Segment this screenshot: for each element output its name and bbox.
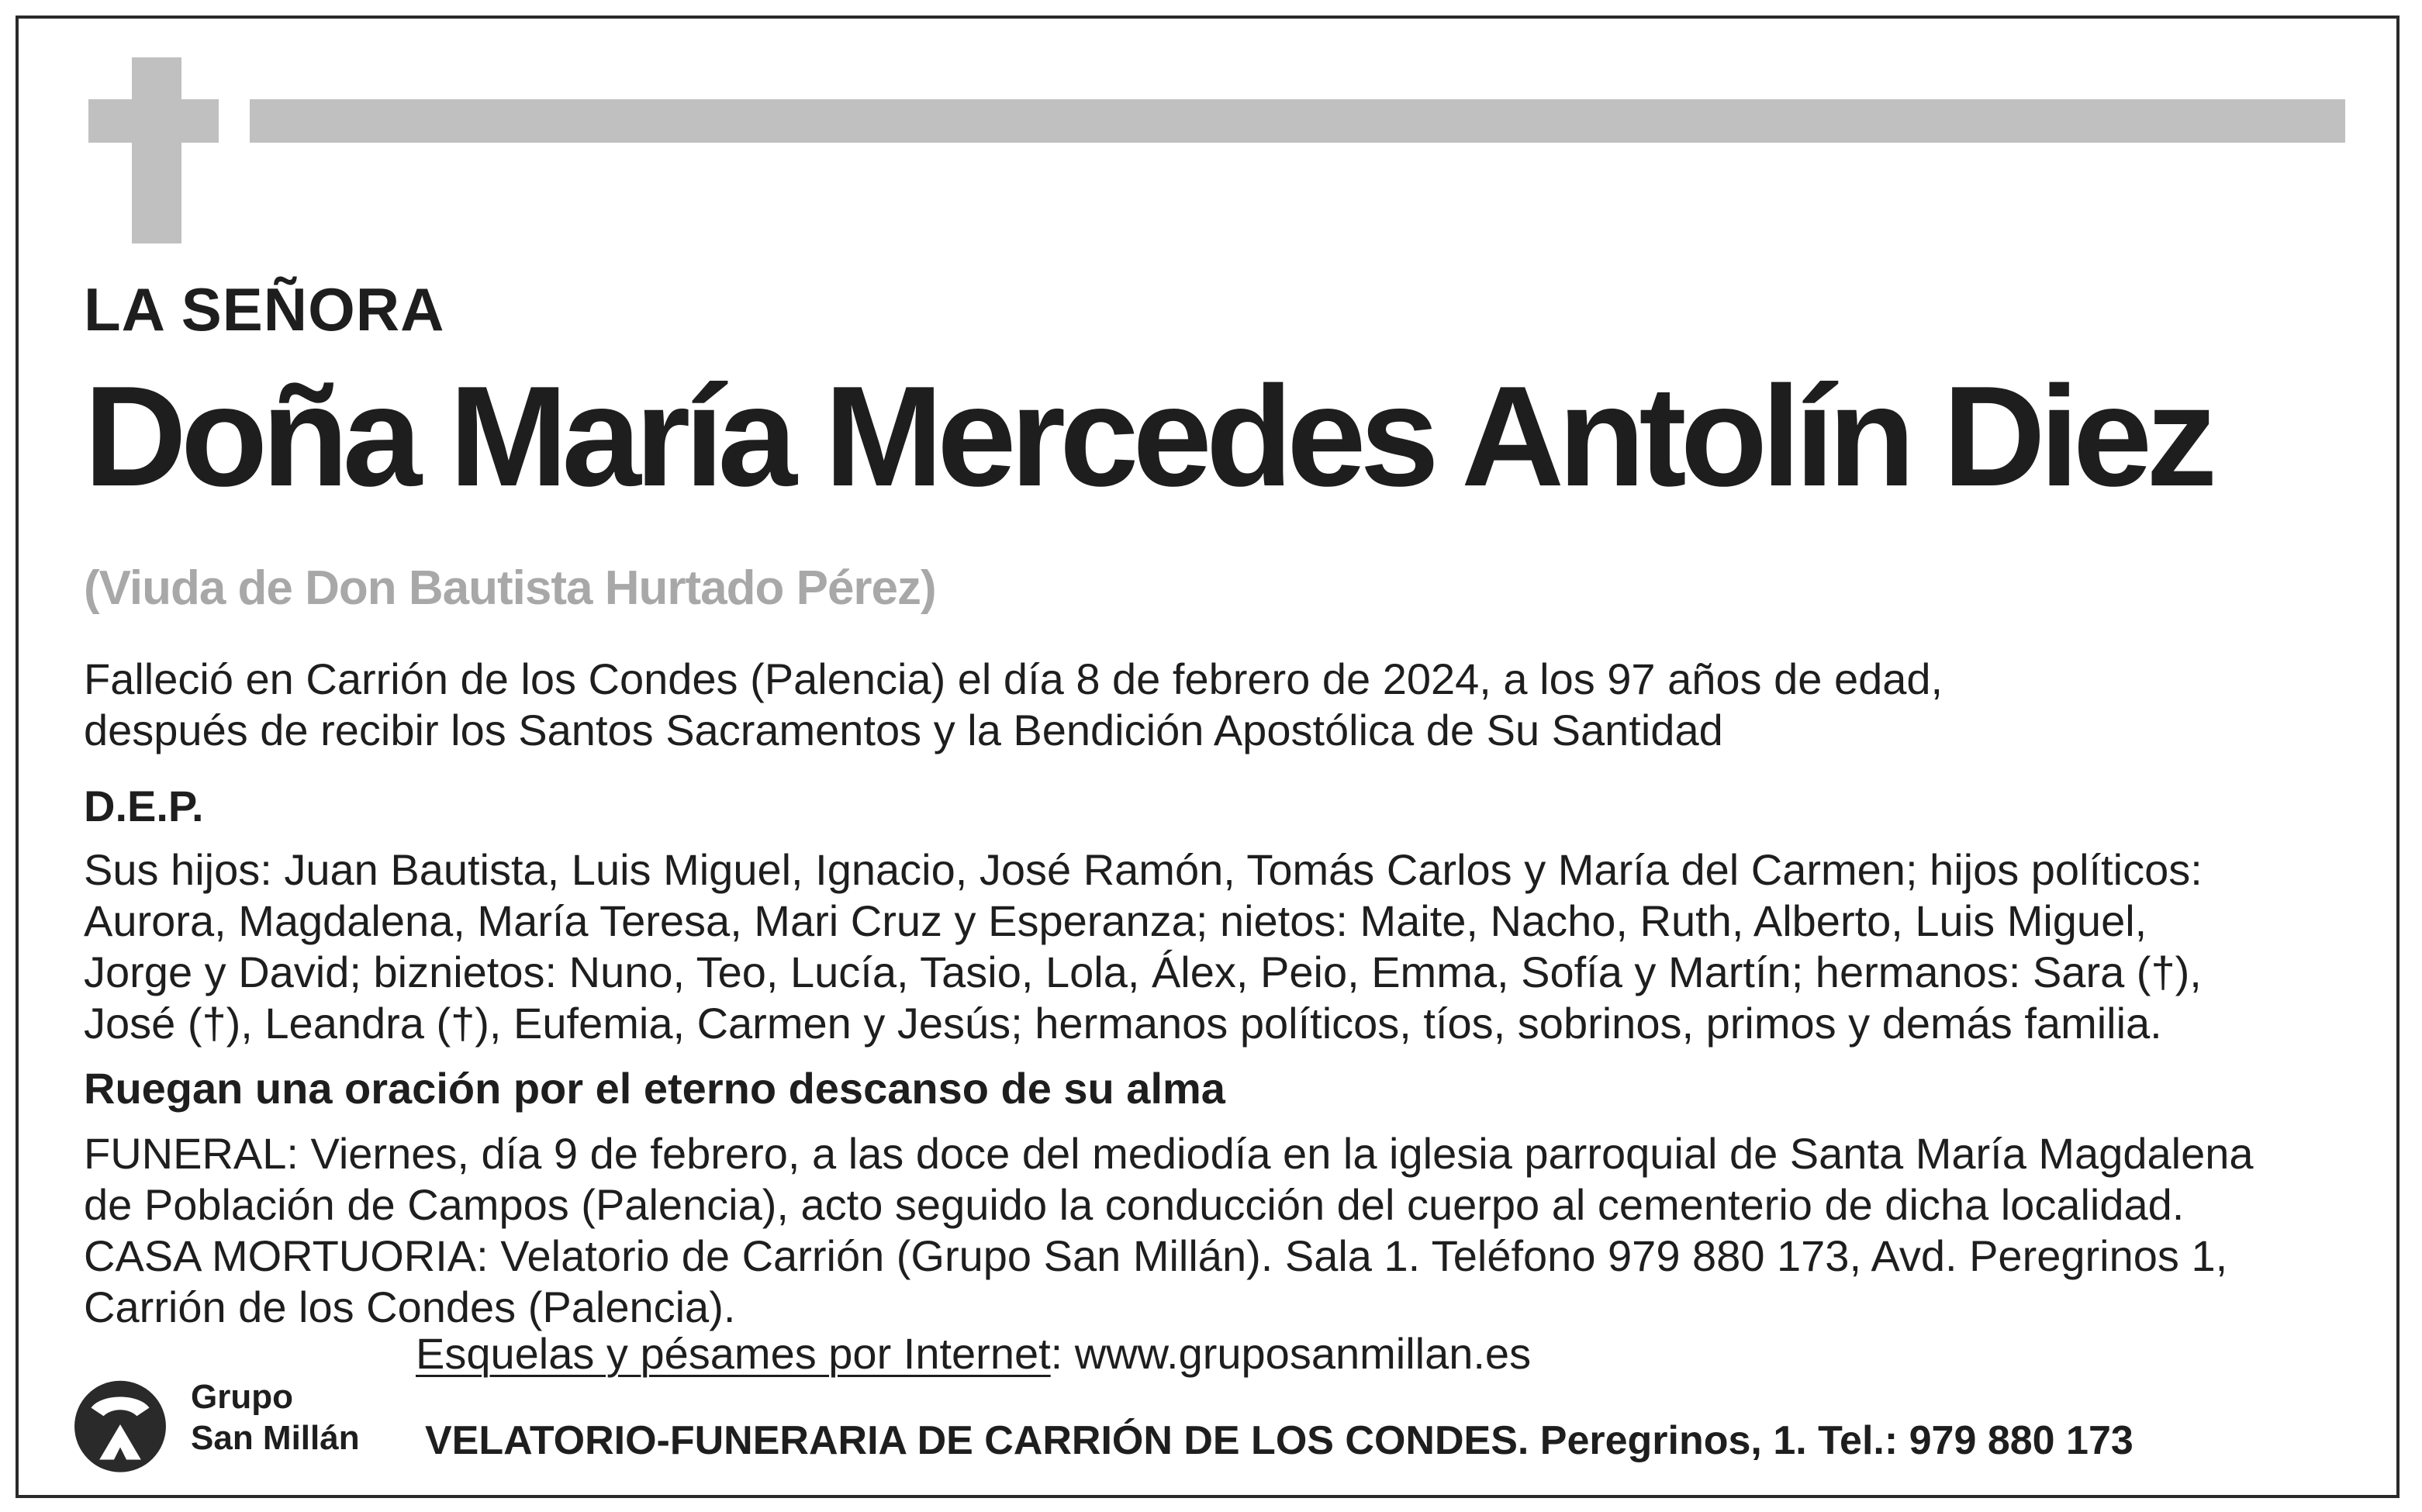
cross-icon-vertical [132,57,181,243]
death-notice-line-1: Falleció en Carrión de los Condes (Palencia) el día 8 de febrero de 2024, a los 97 años de edad, [84,654,1943,703]
family-line-3: Jorge y David; biznietos: Nuno, Teo, Lucía, Tasio, Lola, Álex, Peio, Emma, Sofía y Martín; hermanos: Sara (†), [84,948,2202,996]
funeral-line-2: de Población de Campos (Palencia), acto seguido la conducción del cuerpo al cementerio de dicha localidad. [84,1180,2185,1229]
website-link[interactable]: www.gruposanmillan.es [1074,1329,1532,1378]
cross-icon-horizontal [88,99,219,143]
header-bar [250,99,2345,143]
death-notice-line-2: después de recibir los Santos Sacramentos y la Bendición Apostólica de Su Santidad [84,706,1723,754]
family-line-2: Aurora, Magdalena, María Teresa, Mari Cruz y Esperanza; nietos: Maite, Nacho, Ruth, Alberto, Luis Miguel, [84,896,2147,945]
logo-text-line-2: San Millán [191,1418,360,1457]
footer-contact: VELATORIO-FUNERARIA DE CARRIÓN DE LOS CONDES. Peregrinos, 1. Tel.: 979 880 173 [425,1418,2134,1463]
funeral-line-4: Carrión de los Condes (Palencia). [84,1282,736,1331]
logo-text [191,1377,360,1459]
deceased-name: Doña María Mercedes Antolín Diez [84,356,2212,516]
rip-label: D.E.P. [84,782,204,830]
funeral-line-3: CASA MORTUORIA: Velatorio de Carrión (Grupo San Millán). Sala 1. Teléfono 979 880 173, Avd. Peregrinos 1, [84,1231,2228,1280]
internet-line [416,1329,1532,1378]
prayer-request: Ruegan una oración por el eterno descanso de su alma [84,1064,1225,1113]
funeral-line-1: FUNERAL: Viernes, día 9 de febrero, a las doce del mediodía en la iglesia parroquial de Santa María Magdalena [84,1129,2254,1178]
widow-note: (Viuda de Don Bautista Hurtado Pérez) [84,561,936,615]
title-label: LA SEÑORA [84,275,445,343]
internet-label: Esquelas y pésames por Internet [416,1329,1051,1378]
family-line-1: Sus hijos: Juan Bautista, Luis Miguel, Ignacio, José Ramón, Tomás Carlos y María del Carmen; hijos políticos: [84,845,2203,894]
logo-text-line-1: Grupo [191,1378,293,1416]
family-line-4: José (†), Leandra (†), Eufemia, Carmen y Jesús; hermanos políticos, tíos, sobrinos, primos y demás familia. [84,999,2162,1048]
grupo-san-millan-logo-icon [68,1372,172,1476]
internet-separator: : [1050,1329,1063,1378]
